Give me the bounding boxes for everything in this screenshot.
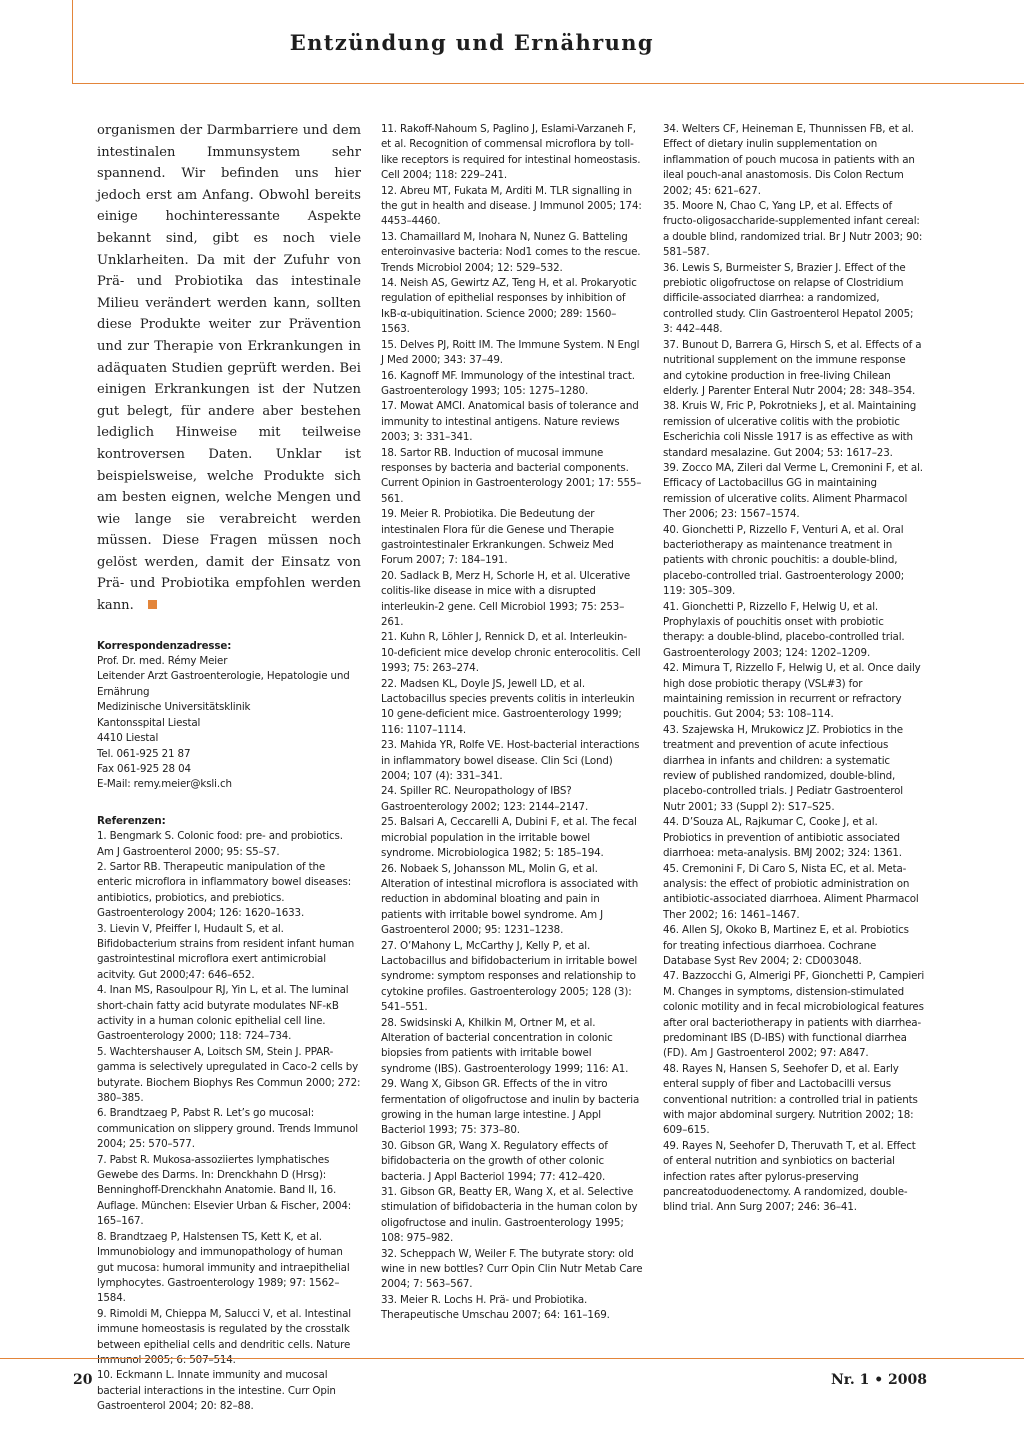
address-line: Prof. Dr. med. Rémy Meier bbox=[97, 655, 228, 668]
reference-item: 13. Chamaillard M, Inohara N, Nunez G. Batteling enteroinvasive bacteria: Nod1 comes to the rescue. Trends Microbiol 2004; 12: 529–532. bbox=[381, 230, 641, 274]
reference-item: 21. Kuhn R, Löhler J, Rennick D, et al. Interleukin-10-deficient mice develop chronic enterocolitis. Cell 1993; 75: 263–274. bbox=[381, 631, 641, 675]
reference-item: 35. Moore N, Chao C, Yang LP, et al. Effects of fructo-oligosaccharide-supplemented infant cereal: a double blind, randomized trial. Br J Nutr 2003; 90: 581–587. bbox=[663, 200, 923, 259]
reference-item: 1. Bengmark S. Colonic food: pre- and probiotics. Am J Gastroenterol 2000; 95: S5–S7. bbox=[97, 830, 343, 858]
references-title: Referenzen: bbox=[97, 814, 166, 827]
end-of-article-mark bbox=[148, 600, 157, 609]
reference-item: 36. Lewis S, Burmeister S, Brazier J. Effect of the prebiotic oligofructose on relapse of Clostridium difficile-associated diarrhea: a randomized, controlled study. Clin Gastroenterol Hepatol 2005; 3: 442–448. bbox=[663, 261, 914, 336]
column-1 bbox=[97, 120, 361, 1415]
address-email: E-Mail: remy.meier@ksli.ch bbox=[97, 778, 232, 791]
reference-item: 42. Mimura T, Rizzello F, Helwig U, et al. Once daily high dose probiotic therapy (VSL#3) for maintaining remission in recurrent or refractory pouchitis. Gut 2004; 53: 108–114. bbox=[663, 662, 921, 721]
reference-item: 16. Kagnoff MF. Immunology of the intestinal tract. Gastroenterology 1993; 105: 1275–1280. bbox=[381, 369, 635, 397]
reference-item: 19. Meier R. Probiotika. Die Bedeutung der intestinalen Flora für die Genese und Therapie gastrointestinaler Erkrankungen. Schweiz Med Forum 2007; 7: 184–191. bbox=[381, 508, 614, 567]
address-line: Kantonsspital Liestal bbox=[97, 716, 201, 729]
reference-item: 27. O’Mahony L, McCarthy J, Kelly P, et al. Lactobacillus and bifidobacterium in irritable bowel syndrome: symptom responses and relationship to cytokine profiles. Gastroenterology 2005; 128 (3): 541–551. bbox=[381, 939, 638, 1014]
address-line: Tel. 061-925 21 87 bbox=[97, 747, 191, 760]
reference-item: 40. Gionchetti P, Rizzello F, Venturi A, et al. Oral bacteriotherapy as maintenance treatment in patients with chronic pouchitis: a double-blind, placebo-controlled trial. Gastroenterology 2000; 119: 305–309. bbox=[663, 523, 905, 598]
reference-item: 18. Sartor RB. Induction of mucosal immune responses by bacteria and bacterial components. Current Opinion in Gastroenterology 2001; 17: 555–561. bbox=[381, 446, 642, 505]
reference-item: 48. Rayes N, Hansen S, Seehofer D, et al. Early enteral supply of fiber and Lactobacilli versus conventional nutrition: a controlled trial in patients with major abdominal surgery. Nutrition 2002; 18: 609–615. bbox=[663, 1062, 918, 1137]
reference-item: 24. Spiller RC. Neuropathology of IBS? Gastroenterology 2002; 123: 2144–2147. bbox=[381, 785, 589, 813]
reference-item: 11. Rakoff-Nahoum S, Paglino J, Eslami-Varzaneh F, et al. Recognition of commensal microflora by toll-like receptors is required for intestinal homeostasis. Cell 2004; 118: 229–241. bbox=[381, 123, 641, 182]
reference-item: 12. Abreu MT, Fukata M, Arditi M. TLR signalling in the gut in health and disease. J Immunol 2005; 174: 4453–4460. bbox=[381, 184, 642, 228]
body-paragraph-text: organismen der Darmbarriere und dem intestinalen Immunsystem sehr spannend. Wir befinden uns hier jedoch erst am Anfang. Obwohl bereits einige hochinteressante Aspekte bekannt sind, gibt es noch viele Unklarheiten. Da mit der Zufuhr von Prä- und Probiotika das intestinale Milieu verändert werden kann, sollten diese Produkte weiter zur Prävention und zur Therapie von Erkrankungen in adäquaten Studien geprüft werden. Bei einigen Erkrankungen ist der Nutzen gut belegt, für andere aber bestehen lediglich Hinweise mit teilweise kontroversen Daten. Unklar ist beispielsweise, welche Produkte sich am besten eignen, welche Mengen und wie lange sie verabreicht werden müssen. Diese Fragen müssen noch gelöst werden, damit der Einsatz von Prä- und Probiotika empfohlen werden kann. bbox=[97, 123, 361, 614]
reference-item: 25. Balsari A, Ceccarelli A, Dubini F, et al. The fecal microbial population in the irritable bowel syndrome. Microbiologica 1982; 5: 185–194. bbox=[381, 816, 637, 860]
reference-item: 22. Madsen KL, Doyle JS, Jewell LD, et al. Lactobacillus species prevents colitis in interleukin 10 gene-deficient mice. Gastroenterology 1999; 116: 1107–1114. bbox=[381, 677, 635, 736]
reference-item: 37. Bunout D, Barrera G, Hirsch S, et al. Effects of a nutritional supplement on the immune response and cytokine production in free-living Chilean elderly. J Parenter Enteral Nutr 2004; 28: 348–354. bbox=[663, 338, 922, 397]
reference-item: 9. Rimoldi M, Chieppa M, Salucci V, et al. Intestinal immune homeostasis is regulated by the crosstalk between epithelial cells and dendritic cells. Nature Immunol 2005; 6: 507–514. bbox=[97, 1307, 351, 1366]
address-line: Fax 061-925 28 04 bbox=[97, 762, 191, 775]
reference-item: 49. Rayes N, Seehofer D, Theruvath T, et al. Effect of enteral nutrition and synbiotics on bacterial infection rates after pylorus-preserving pancreatoduodenectomy. A randomized, double-blind trial. Ann Surg 2007; 246: 36–41. bbox=[663, 1139, 916, 1214]
reference-item: 38. Kruis W, Fric P, Pokrotnieks J, et al. Maintaining remission of ulcerative colitis with the probiotic Escherichia coli Nissle 1917 is as effective as with standard mesalazine. Gut 2004; 53: 1617–23. bbox=[663, 400, 917, 459]
reference-item: 26. Nobaek S, Johansson ML, Molin G, et al. Alteration of intestinal microflora is associated with reduction in abdominal bloating and pain in patients with irritable bowel syndrome. Am J Gastroenterol 2000; 95: 1231–1238. bbox=[381, 862, 639, 937]
reference-item: 28. Swidsinski A, Khilkin M, Ortner M, et al. Alteration of bacterial concentration in colonic biopsies from patients with irritable bowel syndrome (IBS). Gastroenterology 1999; 116: A1. bbox=[381, 1016, 629, 1075]
address-line: Leitender Arzt Gastroenterologie, Hepatologie und Ernährung bbox=[97, 670, 350, 698]
reference-item: 8. Brandtzaeg P, Halstensen TS, Kett K, et al. Immunobiology and immunopathology of human gut mucosa: humoral immunity and intraepithelial lymphocytes. Gastroenterology 1989; 97: 1562–1584. bbox=[97, 1230, 350, 1305]
reference-item: 32. Scheppach W, Weiler F. The butyrate story: old wine in new bottles? Curr Opin Clin Nutr Metab Care 2004; 7: 563–567. bbox=[381, 1247, 643, 1291]
reference-item: 33. Meier R. Lochs H. Prä- und Probiotika. Therapeutische Umschau 2007; 64: 161–169. bbox=[381, 1293, 610, 1322]
reference-item: 31. Gibson GR, Beatty ER, Wang X, et al. Selective stimulation of bifidobacteria in the human colon by oligofructose and inulin. Gastroenterology 1995; 108: 975–982. bbox=[381, 1186, 638, 1245]
reference-item: 6. Brandtzaeg P, Pabst R. Let’s go mucosal: communication on slippery ground. Trends Immunol 2004; 25: 570–577. bbox=[97, 1107, 359, 1151]
reference-item: 34. Welters CF, Heineman E, Thunnissen FB, et al. Effect of dietary inulin supplementation on inflammation of pouch mucosa in patients with an ileal pouch-anal anastomosis. Dis Colon Rectum 2002; 45: 621–627. bbox=[663, 123, 915, 197]
reference-list-col1 bbox=[97, 829, 361, 1414]
reference-item: 30. Gibson GR, Wang X. Regulatory effects of bifidobacteria on the growth of other colonic bacteria. J Appl Bacteriol 1994; 77: 412–420. bbox=[381, 1139, 608, 1183]
reference-item: 39. Zocco MA, Zileri dal Verme L, Cremonini F, et al. Efficacy of Lactobacillus GG in maintaining remission of ulcerative colits. Aliment Pharmacol Ther 2006; 23: 1567–1574. bbox=[663, 461, 923, 521]
correspondence-title: Korrespondenzadresse: bbox=[97, 639, 232, 652]
reference-item: 46. Allen SJ, Okoko B, Martinez E, et al. Probiotics for treating infectious diarrhoea. Cochrane Database Syst Rev 2004; 2: CD003048. bbox=[663, 924, 909, 967]
reference-item: 15. Delves PJ, Roitt IM. The Immune System. N Engl J Med 2000; 343: 37–49. bbox=[381, 338, 640, 367]
reference-item: 41. Gionchetti P, Rizzello F, Helwig U, et al. Prophylaxis of pouchitis onset with probiotic therapy: a double-blind, placebo-controlled trial. Gastroenterology 2003; 124: 1202–1209. bbox=[663, 600, 905, 659]
page-number: 20 bbox=[73, 1372, 93, 1388]
issue-label: Nr. 1 • 2008 bbox=[830, 1372, 927, 1388]
reference-item: 20. Sadlack B, Merz H, Schorle H, et al. Ulcerative colitis-like disease in mice with a disrupted interleukin-2 gene. Cell Microbiol 1993; 75: 253–261. bbox=[381, 569, 631, 628]
address-line: Medizinische Universitätsklinik bbox=[97, 701, 251, 714]
reference-list-col2 bbox=[381, 122, 643, 1324]
reference-item: 14. Neish AS, Gewirtz AZ, Teng H, et al. Prokaryotic regulation of epithelial responses by inhibition of IκB-α-ubiquitination. Science 2000; 289: 1560–1563. bbox=[381, 277, 637, 336]
body-paragraph bbox=[97, 120, 361, 617]
reference-list-col3 bbox=[663, 122, 925, 1216]
journal-section-title: Entzündung und Ernährung bbox=[289, 30, 654, 55]
reference-item: 5. Wachtershauser A, Loitsch SM, Stein J. PPAR-gamma is selectively upregulated in Caco-2 cells by butyrate. Biochem Biophys Res Commun 2000; 272: 380–385. bbox=[97, 1045, 361, 1105]
reference-item: 10. Eckmann L. Innate immunity and mucosal bacterial interactions in the intestine. Curr Opin Gastroenterol 2004; 20: 82–88. bbox=[97, 1369, 336, 1413]
address-line: 4410 Liestal bbox=[97, 732, 159, 745]
reference-item: 3. Lievin V, Pfeiffer I, Hudault S, et al. Bifidobacterium strains from resident infant human gastrointestinal microflora exert antimicrobial acitvity. Gut 2000;47: 646–652. bbox=[97, 922, 355, 981]
reference-item: 45. Cremonini F, Di Caro S, Nista EC, et al. Meta-analysis: the effect of probiotic administration on antibiotic-associated diarrhoea. Aliment Pharmacol Ther 2002; 16: 1461–1467. bbox=[663, 862, 919, 921]
reference-item: 23. Mahida YR, Rolfe VE. Host-bacterial interactions in inflammatory bowel disease. Clin Sci (Lond) 2004; 107 (4): 331–341. bbox=[381, 739, 640, 783]
correspondence-address bbox=[97, 639, 361, 793]
reference-item: 7. Pabst R. Mukosa-assoziiertes lymphatisches Gewebe des Darms. In: Drenckhahn D (Hrsg): Benninghoff-Drenckhahn Anatomie. Band II, 16. Auflage. München: Elsevier Urban & Fischer, 2004: 165–167. bbox=[97, 1153, 352, 1228]
references-section bbox=[97, 814, 361, 1415]
reference-item: 43. Szajewska H, Mrukowicz JZ. Probiotics in the treatment and prevention of acute infectious diarrhea in infants and children: a systematic review of published randomized, double-blind, placebo-controlled trials. J Pediatr Gastroenterol Nutr 2001; 33 (Suppl 2): S17–S25. bbox=[663, 723, 903, 813]
reference-item: 29. Wang X, Gibson GR. Effects of the in vitro fermentation of oligofructose and inulin by bacteria growing in the human large intestine. J Appl Bacteriol 1993; 75: 373–80. bbox=[381, 1078, 640, 1137]
reference-item: 4. Inan MS, Rasoulpour RJ, Yin L, et al. The luminal short-chain fatty acid butyrate modulates NF-κB activity in a human colonic epithelial cell line. Gastroenterology 2000; 118: 724–734. bbox=[97, 984, 349, 1043]
reference-item: 44. D’Souza AL, Rajkumar C, Cooke J, et al. Probiotics in prevention of antibiotic associated diarrhoea: meta-analysis. BMJ 2002; 324: 1361. bbox=[663, 816, 902, 860]
reference-item: 47. Bazzocchi G, Almerigi PF, Gionchetti P, Campieri M. Changes in symptoms, distension-stimulated colonic motility and in fecal microbiological features after oral bacteriotherapy in patients with diarrhea-predominant IBS (D-IBS) with functional diarrhea (FD). Am J Gastroenterol 2002; 97: A847. bbox=[663, 970, 925, 1060]
reference-item: 17. Mowat AMCI. Anatomical basis of tolerance and immunity to intestinal antigens. Nature reviews 2003; 3: 331–341. bbox=[381, 400, 639, 444]
reference-item: 2. Sartor RB. Therapeutic manipulation of the enteric microflora in inflammatory bowel diseases: antibiotics, probiotics, and prebiotics. Gastroenterology 2004; 126: 1620–1633. bbox=[97, 860, 352, 920]
